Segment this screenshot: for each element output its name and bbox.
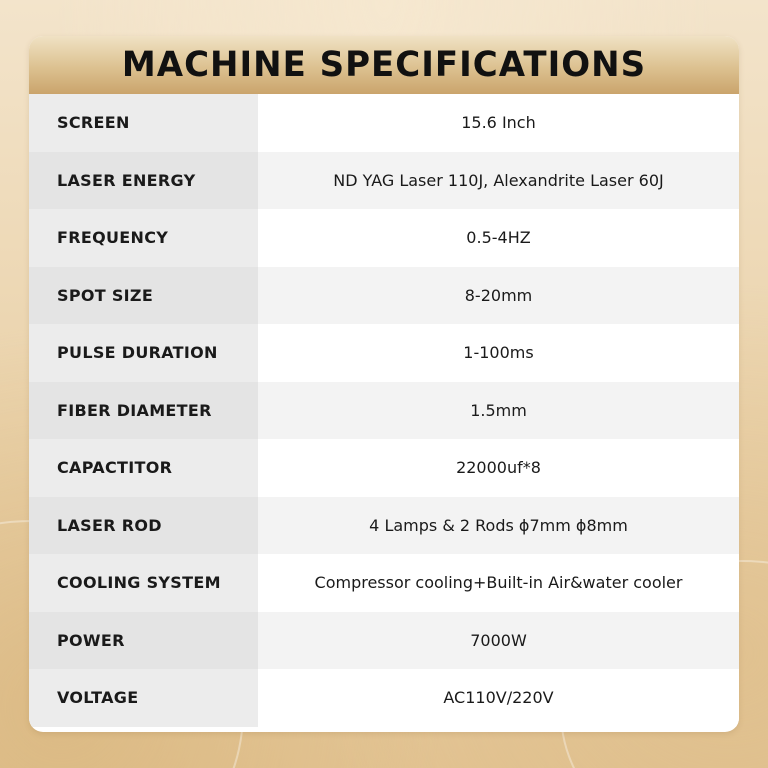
spec-label: PULSE DURATION (29, 324, 258, 382)
spec-value: 7000W (258, 612, 739, 670)
spec-row (29, 382, 739, 440)
spec-row (29, 669, 739, 727)
spec-value: ND YAG Laser 110J, Alexandrite Laser 60J (258, 152, 739, 210)
spec-card-header (29, 36, 739, 94)
spec-label: POWER (29, 612, 258, 670)
spec-row (29, 497, 739, 555)
spec-row (29, 267, 739, 325)
spec-row (29, 94, 739, 152)
spec-value: 1.5mm (258, 382, 739, 440)
spec-row (29, 152, 739, 210)
spec-value: 22000uf*8 (258, 439, 739, 497)
spec-row (29, 439, 739, 497)
spec-label: VOLTAGE (29, 669, 258, 727)
page-title: MACHINE SPECIFICATIONS (121, 44, 647, 86)
spec-value: 15.6 Inch (258, 94, 739, 152)
spec-row (29, 324, 739, 382)
spec-value: Compressor cooling+Built-in Air&water cooler (258, 554, 739, 612)
spec-card (29, 36, 739, 732)
spec-row (29, 554, 739, 612)
spec-table (29, 94, 739, 727)
spec-label: SPOT SIZE (29, 267, 258, 325)
spec-row (29, 612, 739, 670)
spec-label: FIBER DIAMETER (29, 382, 258, 440)
spec-value: AC110V/220V (258, 669, 739, 727)
spec-value: 8-20mm (258, 267, 739, 325)
spec-label: FREQUENCY (29, 209, 258, 267)
spec-value: 0.5-4HZ (258, 209, 739, 267)
spec-label: SCREEN (29, 94, 258, 152)
spec-label: LASER ENERGY (29, 152, 258, 210)
spec-value: 4 Lamps & 2 Rods ϕ7mm ϕ8mm (258, 497, 739, 555)
spec-value: 1-100ms (258, 324, 739, 382)
spec-label: LASER ROD (29, 497, 258, 555)
spec-row (29, 209, 739, 267)
spec-label: CAPACTITOR (29, 439, 258, 497)
spec-label: COOLING SYSTEM (29, 554, 258, 612)
